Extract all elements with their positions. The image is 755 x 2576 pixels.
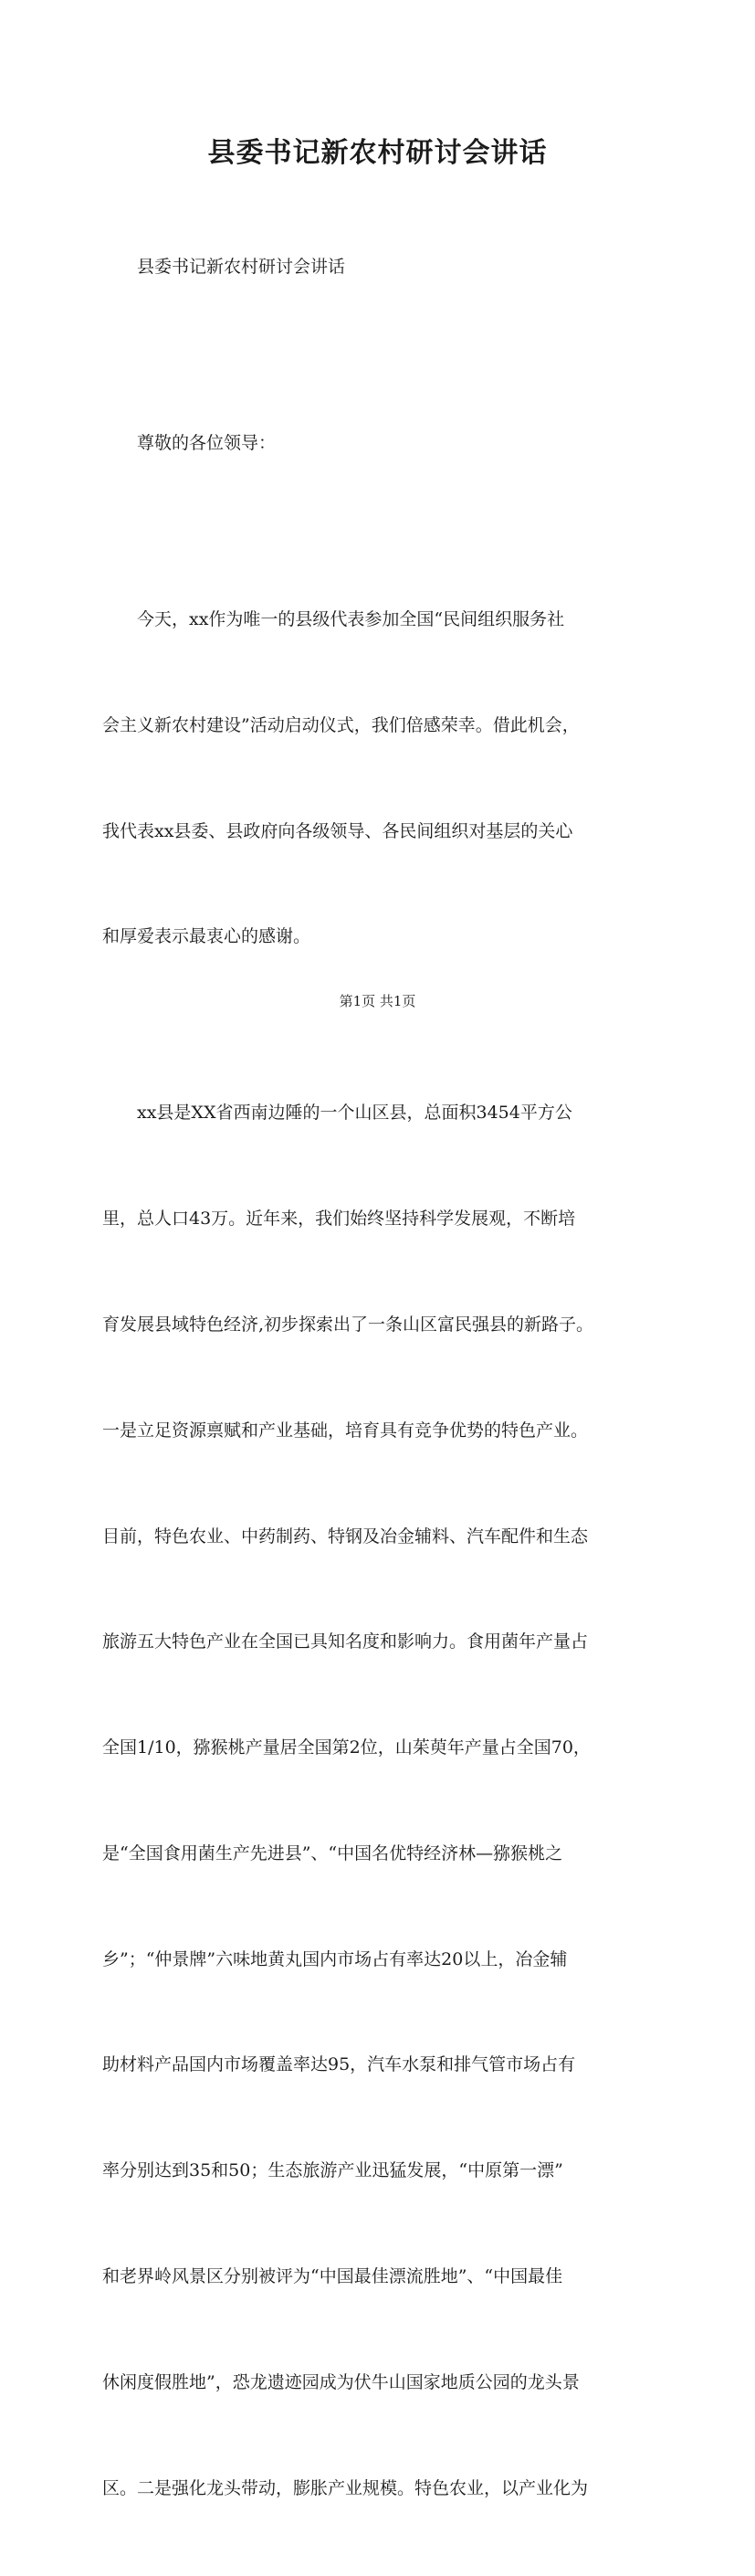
paragraph-heading [102, 179, 668, 355]
text-line: 我代表xx县委、县政府向各级领导、各民间组织对基层的关心 [102, 820, 573, 841]
text-line: 是“全国食用菌生产先进县”、“中国名优特经济林—猕猴桃之 [102, 1842, 563, 1863]
paragraph-county-overview [102, 1025, 668, 2576]
text-line: 目前，特色农业、中药制药、特钢及冶金辅料、汽车配件和生态 [102, 1526, 589, 1547]
document-title: 县委书记新农村研讨会讲话 [207, 137, 548, 169]
text-line: 和厚爱表示最衷心的感谢。 [102, 926, 311, 947]
text-line: 旅游五大特色产业在全国已具知名度和影响力。食用菌年产量占 [102, 1631, 589, 1652]
document-body [102, 179, 668, 2576]
text-line: 今天，xx作为唯一的县级代表参加全国“民间组织服务社 [137, 609, 565, 630]
text-line: 尊敬的各位领导： [137, 433, 277, 454]
text-line: 助材料产品国内市场覆盖率达95，汽车水泵和排气管市场占有 [102, 2054, 576, 2075]
text-line: 里，总人口43万。近年来，我们始终坚持科学发展观，不断培 [102, 1209, 576, 1230]
page-footer: 第1页 共1页 [339, 993, 416, 1009]
text-line: 育发展县域特色经济,初步探索出了一条山区富民强县的新路子。 [102, 1314, 594, 1335]
paragraph-salutation [102, 355, 668, 532]
paragraph-intro [102, 532, 668, 1025]
text-line: 和老界岭风景区分别被评为“中国最佳漂流胜地”、“中国最佳 [102, 2266, 563, 2287]
text-line: 县委书记新农村研讨会讲话 [137, 257, 346, 278]
text-line: 全国1/10，猕猴桃产量居全国第2位，山茱萸年产量占全国70， [102, 1737, 591, 1758]
text-line: 率分别达到35和50；生态旅游产业迅猛发展，“中原第一漂” [102, 2160, 563, 2181]
text-line: 乡”；“仲景牌”六味地黄丸国内市场占有率达20以上，冶金辅 [102, 1948, 568, 1969]
text-line: 休闲度假胜地”，恐龙遗迹园成为伏牛山国家地质公园的龙头景 [102, 2371, 580, 2392]
text-line: 会主义新农村建设”活动启动仪式，我们倍感荣幸。借此机会， [102, 714, 580, 735]
text-line: 一是立足资源禀赋和产业基础，培育具有竞争优势的特色产业。 [102, 1420, 589, 1441]
text-line: xx县是XX省西南边陲的一个山区县，总面积3454平方公 [137, 1103, 572, 1124]
text-line: 区。二是强化龙头带动，膨胀产业规模。特色农业，以产业化为 [102, 2477, 589, 2498]
